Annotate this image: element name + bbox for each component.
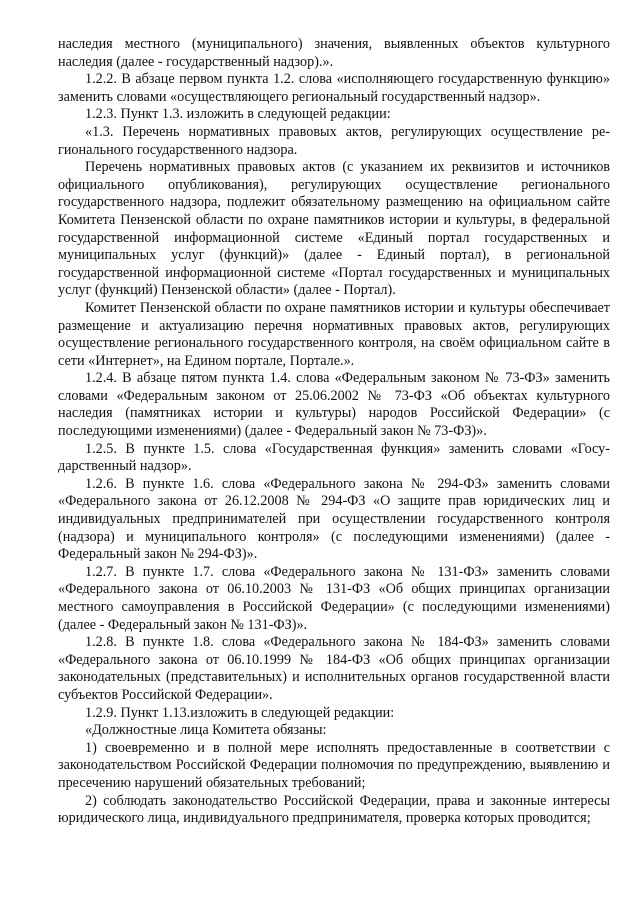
- paragraph-1-3-committee: Комитет Пензенской области по охране памятников истории и культуры обеспечивает размещение и актуализацию перечня нормативных правовых актов, регулирующих осуществление регионального государственного контроля, на своём официальном сайте в сети «Интернет», на Едином портале, Портале.».: [58, 299, 610, 369]
- paragraph-1-2-9: 1.2.9. Пункт 1.13.изложить в следующей редакции:: [85, 704, 395, 721]
- paragraph-duty-1: 1) своевременно и в полной мере исполнять предоставленные в соответствии с законодательством Российской Федерации полномочия по предупреждению, выявлению и пресечению нарушений обязательных требований;: [58, 739, 610, 791]
- document-page: [58, 36, 610, 828]
- paragraph-duties-heading: «Должностные лица Комитета обязаны:: [85, 722, 327, 739]
- paragraph-1-2-7: 1.2.7. В пункте 1.7. слова «Федерального закона № 131-ФЗ» заменить словами «Федерального закона от 06.10.2003 № 131-ФЗ «Об общих принципах организации местного самоуправления в Российской Федерации» (с последующими изменениями) (далее - Федеральный закон № 131-ФЗ)».: [58, 563, 610, 633]
- paragraph-continuation: наследия местного (муниципального) значения, выявленных объектов культурного наследия (далее - государственный надзор).».: [58, 36, 610, 70]
- paragraph-1-3-list-placement: Перечень нормативных правовых актов (с указанием их реквизитов и источников официального опубликования), регулирующих осуществление регионального государственного надзора, подлежит обязательному размещению на официальном сайте Комитета Пензенской области по охране памятников истории и культуры, в федеральной государственной информационной системе «Единый портал государственных и муниципальных услуг (функций)» (далее - Единый портал), в региональной государственной информационной системе «Портал государственных и муниципальных услуг (функций) Пензенской области» (далее - Портал).: [58, 159, 610, 299]
- paragraph-1-2-2: 1.2.2. В абзаце первом пункта 1.2. слова «исполняющего государственную функцию» заменить словами «осуществляющего региональный государственный надзор».: [58, 71, 610, 105]
- paragraph-1-2-8: 1.2.8. В пункте 1.8. слова «Федерального закона № 184-ФЗ» заменить словами «Федерального закона от 06.10.1999 № 184-ФЗ «Об общих принципах организации законодательных (представительных) и исполнительных органов государственной власти субъектов Российской Федерации».: [58, 634, 610, 703]
- paragraph-1-2-6: 1.2.6. В пункте 1.6. слова «Федерального закона № 294-ФЗ» заменить словами «Федерального закона от 26.12.2008 № 294-ФЗ «О защите прав юридических лиц и индивидуальных предпринимателей при осуществлении государственного контроля (надзора) и муниципального контроля» (с последующими изменениями) (далее - Федеральный закон № 294-ФЗ)».: [58, 475, 610, 563]
- paragraph-1-2-5: 1.2.5. В пункте 1.5. слова «Государственная функция» заменить словами «Государственный надзор».: [58, 440, 610, 475]
- paragraph-duty-2: 2) соблюдать законодательство Российской Федерации, права и законные интересы юридического лица, индивидуального предпринимателя, проверка которых проводится;: [58, 792, 610, 827]
- paragraph-1-2-3: 1.2.3. Пункт 1.3. изложить в следующей редакции:: [85, 106, 391, 123]
- paragraph-1-3-heading: «1.3. Перечень нормативных правовых актов, регулирующих осуществление регионального государственного надзора.: [58, 123, 610, 158]
- paragraph-1-2-4: 1.2.4. В абзаце пятом пункта 1.4. слова «Федеральным законом № 73-ФЗ» заменить словами «Федеральным законом от 25.06.2002 № 73-ФЗ «Об объектах культурного наследия (памятниках истории и культуры) народов Российской Федерации» (с последующими изменениями) (далее - Федеральный закон № 73-ФЗ)».: [58, 370, 610, 440]
